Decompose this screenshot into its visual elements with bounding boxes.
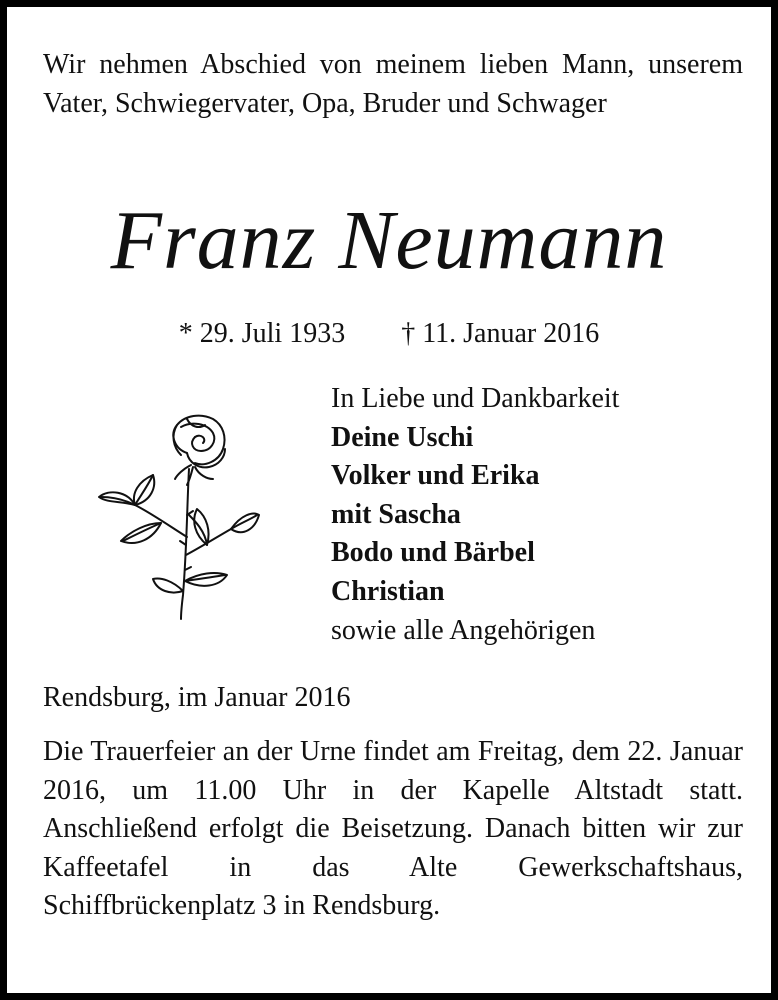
mourners-list <box>331 380 751 650</box>
mourner-name: mit Sascha <box>331 498 461 530</box>
rose-icon <box>91 405 261 625</box>
service-info: Die Trauerfeier an der Urne findet am Freitag, dem 22. Januar 2016, um 11.00 Uhr in der Kapelle Altstadt statt. Anschließend erfolgt die Beisetzung. Danach bitten wir zur Kaffeetafel in das Alte Gewerkschaftshaus, Schiffbrückenplatz 3 in Rendsburg. <box>43 736 743 921</box>
mourners-closing: sowie alle Angehörigen <box>331 614 596 646</box>
mourner-name: Christian <box>331 575 445 607</box>
place-and-date: Rendsburg, im Januar 2016 <box>43 682 351 713</box>
mourner-name: Deine Uschi <box>331 421 474 453</box>
mourners-opening: In Liebe und Dankbarkeit <box>331 383 620 414</box>
intro-text: Wir nehmen Abschied von meinem lieben Mann, unserem Vater, Schwiegervater, Opa, Bruder und Schwager <box>43 49 743 119</box>
life-dates <box>7 316 771 352</box>
mourner-name: Volker und Erika <box>331 460 540 492</box>
deceased-name: Franz Neumann <box>110 194 668 287</box>
mourner-name: Bodo und Bärbel <box>331 537 535 569</box>
birth-date: * 29. Juli 1933 <box>178 318 346 349</box>
death-date: † 11. Januar 2016 <box>401 318 600 349</box>
